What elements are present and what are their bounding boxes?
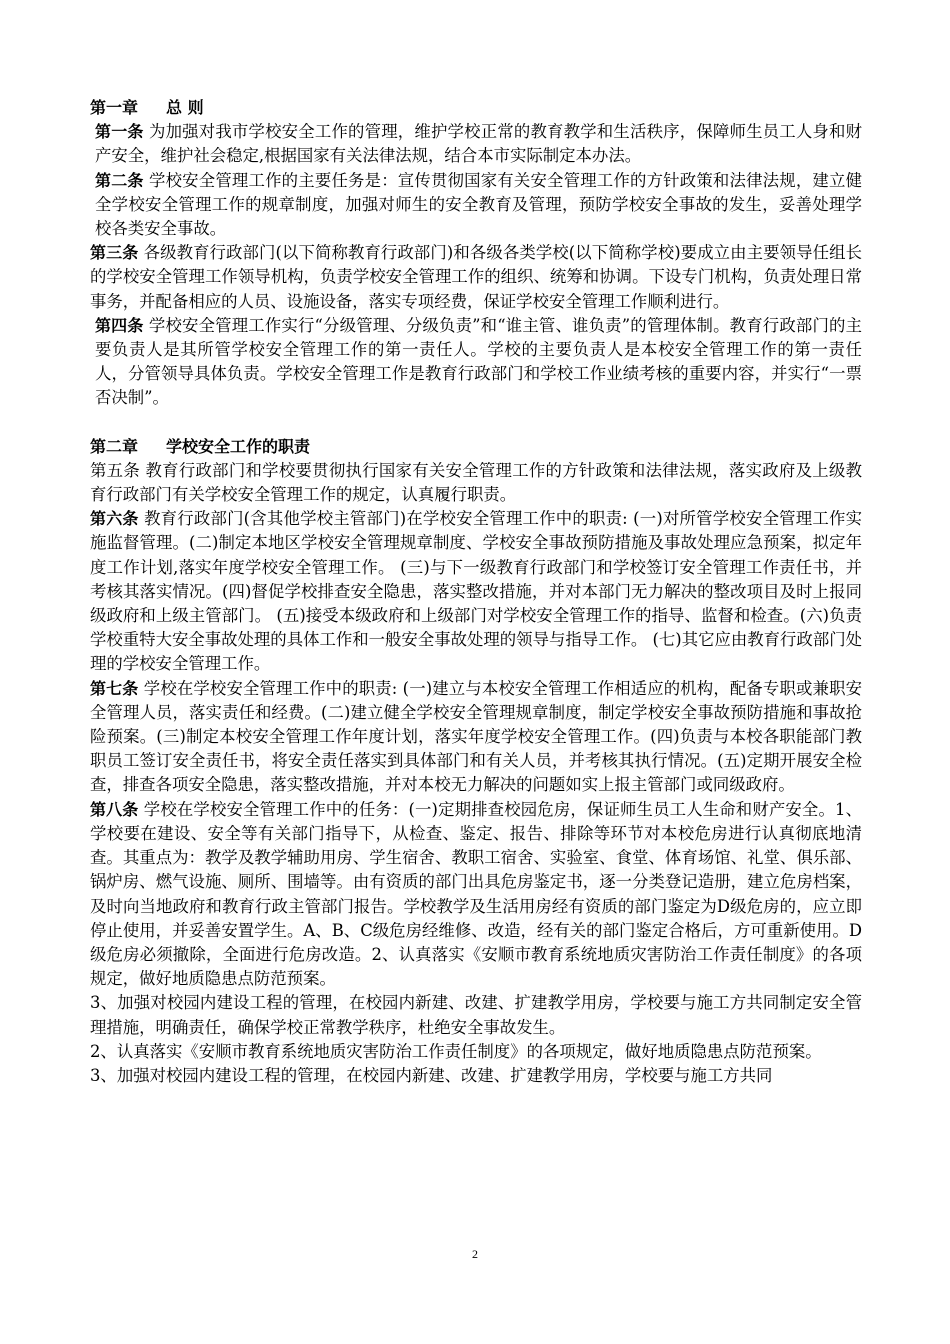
article-text: 为加强对我市学校安全工作的管理，维护学校正常的教育教学和生活秩序，保障师生员工人身和财产安全，维护社会稳定,根据国家有关法律法规，结合本市实际制定本办法。 [95, 122, 862, 166]
chapter-title: 学校安全工作的职责 [166, 436, 311, 456]
chapter-heading-1 [90, 96, 862, 120]
article-label: 第一条 [95, 122, 144, 142]
article-paragraph [90, 677, 862, 798]
page-number: 2 [472, 1247, 478, 1261]
document-body [90, 96, 862, 1088]
article-paragraph: 第五条 教育行政部门和学校要贯彻执行国家有关安全管理工作的方针政策和法律法规，落实政府及上级教育行政部门有关学校安全管理工作的规定，认真履行职责。 [90, 460, 862, 505]
body-paragraph: 3、加强对校园内建设工程的管理，在校园内新建、改建、扩建教学用房，学校要与施工方共同 [90, 1065, 773, 1085]
article-paragraph [90, 169, 862, 242]
chapter-number: 第一章 [90, 98, 139, 117]
article-label: 第七条 [90, 678, 139, 698]
article-paragraph [90, 507, 862, 676]
article-paragraph [90, 798, 862, 992]
article-paragraph [90, 314, 862, 411]
chapter-heading-2 [90, 435, 862, 459]
body-paragraph: 3、加强对校园内建设工程的管理，在校园内新建、改建、扩建教学用房，学校要与施工方共同制定安全管理措施，明确责任，确保学校正常教学秩序，杜绝安全事故发生。 [90, 993, 862, 1037]
article-text: 学校在学校安全管理工作中的任务：(一)定期排查校园危房，保证师生员工人生命和财产安全。1、学校要在建设、安全等有关部门指导下，从检查、鉴定、报告、排除等环节对本校危房进行认真彻底地清查。其重点为：教学及教学辅助用房、学生宿舍、教职工宿舍、实验室、食堂、体育场馆、礼堂、俱乐部、锅炉房、燃气设施、厕所、围墙等。由有资质的部门出具危房鉴定书，逐一分类登记造册，建立危房档案，及时向当地政府和教育行政主管部门报告。学校教学及生活用房经有资质的部门鉴定为D级危房的，应立即停止使用，并妥善安置学生。A、B、C级危房经维修、改造，经有关的部门鉴定合格后，方可重新使用。D级危房必须撤除，全面进行危房改造。2、认真落实《安顺市教育系统地质灾害防治工作责任制度》的各项规定，做好地质隐患点防范预案。 [90, 799, 862, 989]
article-label: 第六条 [90, 509, 139, 529]
article-text: 教育行政部门(含其他学校主管部门)在学校安全管理工作中的职责: (一)对所管学校安全管理工作实施监督管理。(二)制定本地区学校安全管理规章制度、学校安全事故预防措施及事故处理应急预案，拟定年度工作计划,落实年度学校安全管理工作。 (三)与下一级教育行政部门和学校签订安全管理工作责任书，并考核其落实情况。(四)督促学校排查安全隐患，落实整改措施，并对本部门无力解决的整改项目及时上报同级政府和上级主管部门。 (五)接受本级政府和上级部门对学校安全管理工作的指导、监督和检查。(六)负责学校重特大安全事故处理的具体工作和一般安全事故处理的领导与指导工作。 (七)其它应由教育行政部门处理的学校安全管理工作。 [90, 509, 862, 674]
article-label: 第八条 [90, 799, 139, 819]
article-text: 学校在学校安全管理工作中的职责: (一)建立与本校安全管理工作相适应的机构，配备专职或兼职安全管理人员，落实责任和经费。(二)建立健全学校安全管理规章制度，制定学校安全事故预防措施和事故抢险预案。(三)制定本校安全管理工作年度计划，落实年度学校安全管理工作。(四)负责与本校各职能部门教职员工签订安全责任书，将安全责任落实到具体部门和有关人员，并考核其执行情况。(五)定期开展安全检查，排查各项安全隐患，落实整改措施，并对本校无力解决的问题如实上报主管部门或同级政府。 [90, 678, 862, 795]
blank-line [90, 411, 862, 435]
article-label: 第四条 [95, 315, 144, 335]
article-text: 各级教育行政部门(以下简称教育行政部门)和各级各类学校(以下简称学校)要成立由主要领导任组长的学校安全管理工作领导机构，负责学校安全管理工作的组织、统筹和协调。下设专门机构，负责处理日常事务，并配备相应的人员、设施设备，落实专项经费，保证学校安全管理工作顺利进行。 [90, 243, 862, 311]
chapter-number: 第二章 [90, 436, 139, 456]
article-label: 第二条 [95, 170, 144, 190]
chapter-title: 总 则 [166, 98, 204, 117]
article-paragraph [90, 241, 862, 314]
article-text: 学校安全管理工作的主要任务是：宣传贯彻国家有关安全管理工作的方针政策和法律法规，建立健全学校安全管理工作的规章制度，加强对师生的安全教育及管理，预防学校安全事故的发生，妥善处理学校各类安全事故。 [95, 170, 862, 239]
article-text: 学校安全管理工作实行“分级管理、分级负责”和“谁主管、谁负责”的管理体制。教育行政部门的主要负责人是其所管学校安全管理工作的第一责任人。学校的主要负责人是本校安全管理工作的第一责任人，分管领导具体负责。学校安全管理工作是教育行政部门和学校工作业绩考核的重要内容，并实行“一票否决制”。 [95, 315, 862, 408]
article-label: 第三条 [90, 243, 139, 263]
article-paragraph [90, 120, 862, 168]
body-paragraph: 2、认真落实《安顺市教育系统地质灾害防治工作责任制度》的各项规定，做好地质隐患点防范预案。 [90, 1041, 822, 1061]
